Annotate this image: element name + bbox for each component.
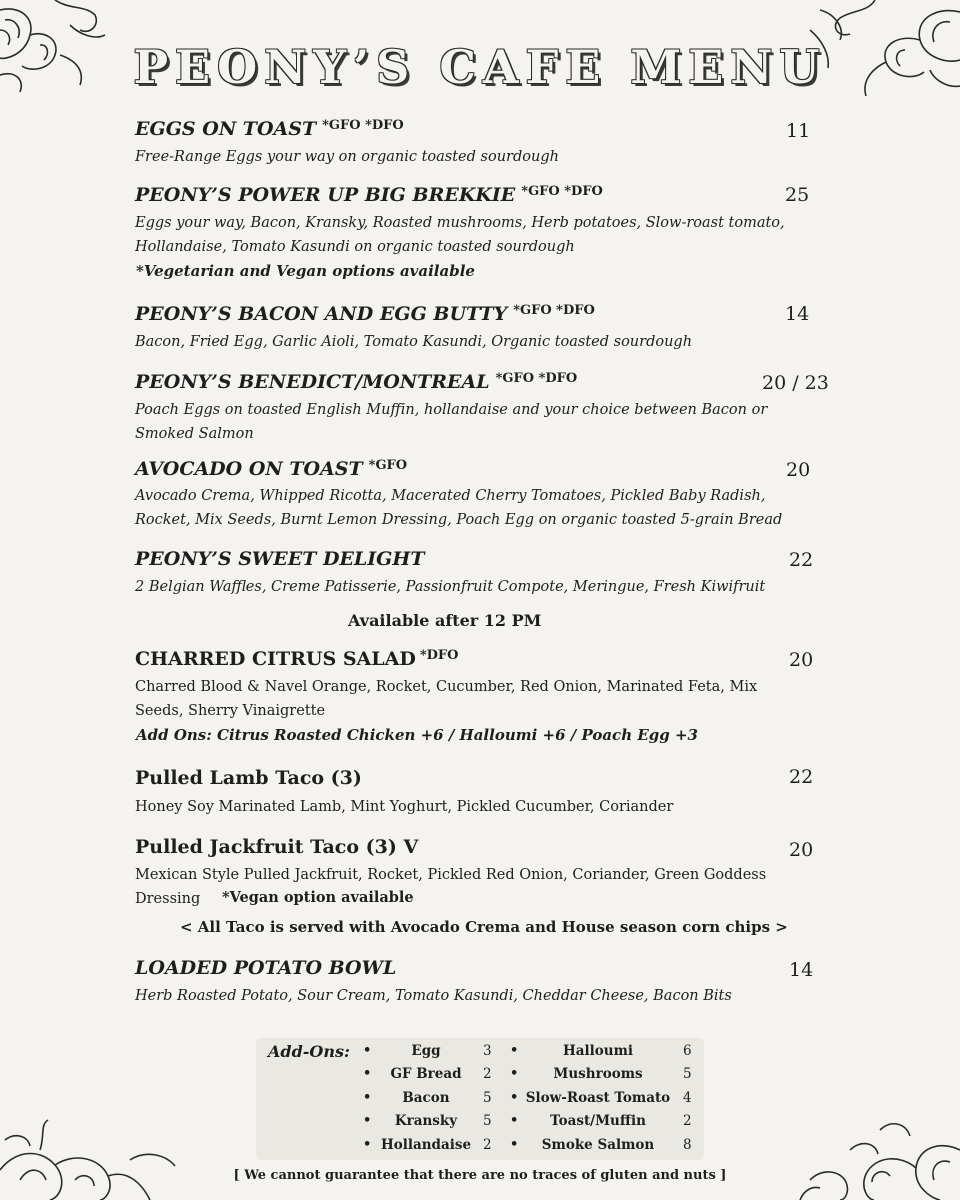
menu-item-title bbox=[135, 371, 577, 393]
addon-price: 8 bbox=[683, 1137, 692, 1153]
item-name: AVOCADO ON TOAST bbox=[135, 458, 363, 480]
peony-illustration-bottom-right-icon bbox=[790, 1110, 960, 1200]
dietary-tags: *DFO bbox=[419, 648, 459, 663]
item-name: Pulled Lamb Taco (3) bbox=[135, 767, 362, 789]
addon-name: Slow-Roast Tomato bbox=[525, 1090, 671, 1106]
item-description-end: Dressing bbox=[135, 891, 201, 907]
item-description: Bacon, Fried Egg, Garlic Aioli, Tomato Kasundi, Organic toasted sourdough bbox=[135, 334, 693, 350]
addon-name: Hollandaise bbox=[380, 1137, 472, 1153]
availability-note: Available after 12 PM bbox=[348, 611, 542, 630]
addon-price: 2 bbox=[483, 1066, 492, 1082]
addon-name: Kransky bbox=[394, 1113, 458, 1129]
bullet-icon: • bbox=[363, 1090, 372, 1105]
item-price: 11 bbox=[786, 120, 811, 142]
addon-price: 2 bbox=[683, 1113, 692, 1129]
item-price: 20 bbox=[786, 459, 811, 481]
item-price: 20 bbox=[789, 649, 814, 671]
addon-price: 5 bbox=[483, 1113, 492, 1129]
item-description: Poach Eggs on toasted English Muffin, hollandaise and your choice between Bacon or Smoked Salmon bbox=[135, 402, 768, 442]
item-price: 22 bbox=[789, 549, 814, 571]
addon-price: 5 bbox=[683, 1066, 692, 1082]
item-name: Pulled Jackfruit Taco (3) V bbox=[135, 836, 419, 858]
dietary-tags: *GFO bbox=[368, 458, 408, 473]
item-price: 20 / 23 bbox=[762, 372, 829, 394]
item-price: 14 bbox=[785, 303, 810, 325]
dietary-tags: *GFO *DFO bbox=[521, 184, 603, 199]
item-description: 2 Belgian Waffles, Creme Patisserie, Passionfruit Compote, Meringue, Fresh Kiwifruit bbox=[135, 579, 766, 595]
item-name: PEONY’S BACON AND EGG BUTTY bbox=[135, 303, 508, 325]
menu-item-title bbox=[135, 548, 425, 570]
addons-label: Add-Ons: bbox=[268, 1042, 350, 1061]
item-description: Avocado Crema, Whipped Ricotta, Macerated Cherry Tomatoes, Pickled Baby Radish, Rocket, Mix Seeds, Burnt Lemon Dressing, Poach Egg on organic toasted 5-grain Bread bbox=[135, 488, 783, 528]
item-description: Eggs your way, Bacon, Kransky, Roasted mushrooms, Herb potatoes, Slow-roast tomato, Hollandaise, Tomato Kasundi on organic toasted sourdough bbox=[135, 215, 785, 255]
item-price: 22 bbox=[789, 766, 814, 788]
item-name: PEONY’S POWER UP BIG BREKKIE bbox=[135, 184, 516, 206]
item-name: EGGS ON TOAST bbox=[135, 118, 317, 140]
bullet-icon: • bbox=[510, 1043, 519, 1058]
item-name: LOADED POTATO BOWL bbox=[135, 957, 397, 979]
menu-item-title bbox=[135, 836, 418, 858]
addon-name: Halloumi bbox=[563, 1043, 633, 1059]
item-description: Honey Soy Marinated Lamb, Mint Yoghurt, Pickled Cucumber, Coriander bbox=[135, 799, 674, 815]
addon-name: Mushrooms bbox=[553, 1066, 643, 1082]
menu-item-title bbox=[135, 767, 362, 789]
taco-note: < All Taco is served with Avocado Crema and House season corn chips > bbox=[180, 918, 788, 936]
item-addons-note: Add Ons: Citrus Roasted Chicken +6 / Halloumi +6 / Poach Egg +3 bbox=[136, 726, 698, 744]
item-note: *Vegetarian and Vegan options available bbox=[136, 262, 475, 280]
addon-price: 3 bbox=[483, 1043, 492, 1059]
item-name: PEONY’S SWEET DELIGHT bbox=[135, 548, 425, 570]
addon-price: 4 bbox=[683, 1090, 692, 1106]
item-price: 20 bbox=[789, 839, 814, 861]
item-price: 25 bbox=[785, 184, 810, 206]
addon-name: Egg bbox=[411, 1043, 441, 1059]
item-price: 14 bbox=[789, 959, 814, 981]
addon-price: 6 bbox=[683, 1043, 692, 1059]
addon-name: GF Bread bbox=[390, 1066, 462, 1082]
dietary-tags: *GFO *DFO bbox=[513, 303, 595, 318]
bullet-icon: • bbox=[363, 1113, 372, 1128]
bullet-icon: • bbox=[363, 1043, 372, 1058]
addon-name: Bacon bbox=[402, 1090, 450, 1106]
addon-price: 5 bbox=[483, 1090, 492, 1106]
item-description: Mexican Style Pulled Jackfruit, Rocket, Pickled Red Onion, Coriander, Green Goddess bbox=[135, 867, 767, 883]
menu-item-title bbox=[135, 957, 396, 979]
menu-item-title bbox=[135, 184, 603, 206]
addon-name: Smoke Salmon bbox=[541, 1137, 655, 1153]
addon-price: 2 bbox=[483, 1137, 492, 1153]
item-name: PEONY’S BENEDICT/MONTREAL bbox=[135, 371, 490, 393]
addon-name: Toast/Muffin bbox=[550, 1113, 646, 1129]
bullet-icon: • bbox=[510, 1090, 519, 1105]
menu-item-title bbox=[135, 648, 459, 670]
bullet-icon: • bbox=[510, 1113, 519, 1128]
item-description: Free-Range Eggs your way on organic toasted sourdough bbox=[135, 149, 559, 165]
menu-item-title bbox=[135, 458, 407, 480]
allergen-disclaimer: [ We cannot guarantee that there are no traces of gluten and nuts ] bbox=[233, 1168, 727, 1183]
item-name: CHARRED CITRUS SALAD bbox=[135, 648, 416, 670]
item-description: Herb Roasted Potato, Sour Cream, Tomato Kasundi, Cheddar Cheese, Bacon Bits bbox=[135, 988, 732, 1004]
page-title: PEONY’S CAFE MENU bbox=[133, 40, 827, 94]
item-description: Charred Blood & Navel Orange, Rocket, Cucumber, Red Onion, Marinated Feta, Mix Seeds, Sherry Vinaigrette bbox=[135, 679, 758, 719]
dietary-tags: *GFO *DFO bbox=[322, 118, 404, 133]
dietary-tags: *GFO *DFO bbox=[495, 371, 578, 386]
bullet-icon: • bbox=[510, 1137, 519, 1152]
bullet-icon: • bbox=[363, 1137, 372, 1152]
bullet-icon: • bbox=[510, 1066, 519, 1081]
item-note: *Vegan option available bbox=[222, 889, 414, 906]
menu-item-title bbox=[135, 118, 404, 140]
menu-item-title bbox=[135, 303, 595, 325]
bullet-icon: • bbox=[363, 1066, 372, 1081]
peony-illustration-bottom-left-icon bbox=[0, 1110, 180, 1200]
